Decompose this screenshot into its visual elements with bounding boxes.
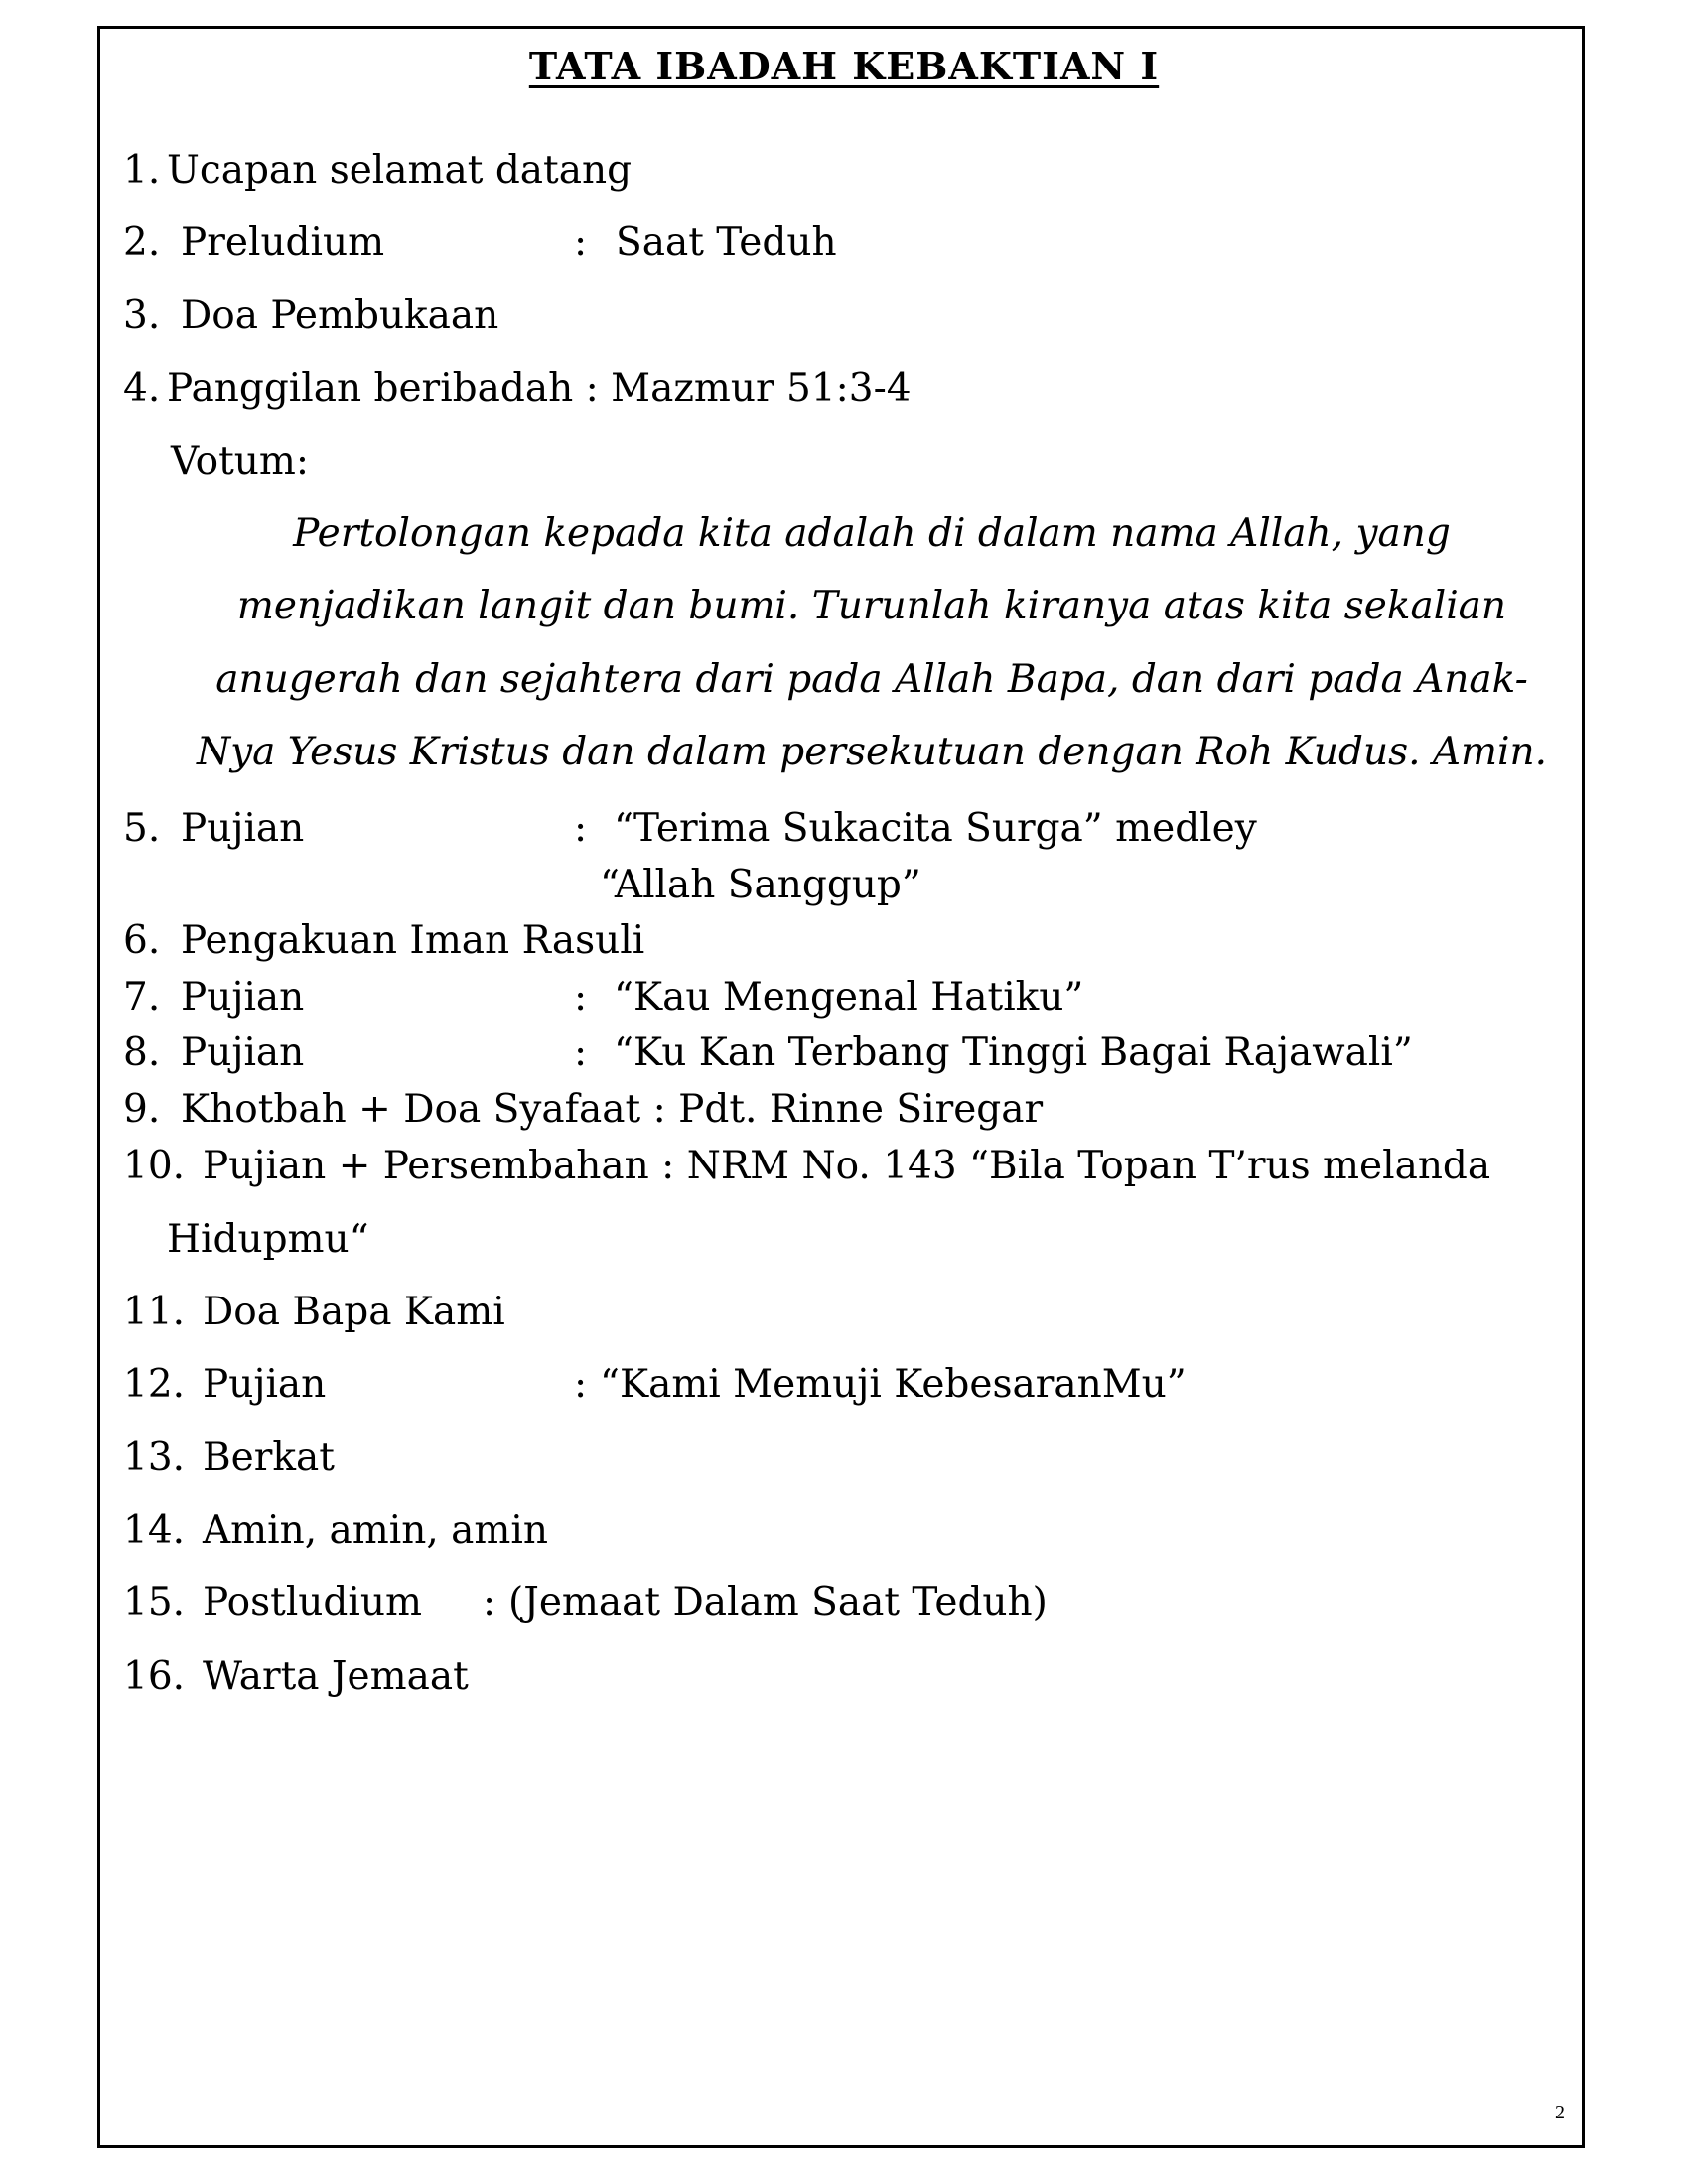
item-separator: : [574,1030,588,1075]
item-number: 9. [123,1087,161,1132]
page-content [97,26,1585,2148]
votum-line: anugerah dan sejahtera dari pada Allah Bapa, dan dari pada Anak- [215,657,1528,702]
item-label: Khotbah + Doa Syafaat : Pdt. Rinne Siregar [181,1087,1044,1132]
item-label: Postludium [203,1580,422,1625]
item-label: Berkat [203,1435,335,1480]
item-number: 8. [123,1030,161,1075]
item-value: “Kau Mengenal Hatiku” [614,975,1084,1020]
item-label: Ucapan selamat datang [167,148,633,193]
item-label: Warta Jemaat [203,1654,469,1699]
item-label: Panggilan beribadah : Mazmur 51:3-4 [167,366,912,411]
item-value: Saat Teduh [616,220,837,265]
item-label: Pujian [181,1030,305,1075]
item-number: 2. [123,220,161,265]
item-value: “Ku Kan Terbang Tinggi Bagai Rajawali” [614,1030,1413,1075]
item-value: (Jemaat Dalam Saat Teduh) [508,1580,1048,1625]
item-value: “Kami Memuji KebesaranMu” [600,1362,1187,1407]
item-value-continued: “Allah Sanggup” [600,863,921,907]
votum-label: Votum: [171,439,309,483]
item-number: 6. [123,918,161,963]
item-label: Preludium [181,220,385,265]
item-value-continued: Hidupmu“ [167,1217,369,1262]
votum-line: Nya Yesus Kristus dan dalam persekutuan dengan Roh Kudus. Amin. [196,730,1548,774]
item-number: 3. [123,293,161,338]
item-label: Doa Bapa Kami [203,1290,505,1334]
item-label: Pujian + Persembahan : NRM No. 143 “Bila Topan T’rus melanda [203,1144,1491,1188]
item-number: 10. [123,1144,186,1188]
item-number: 5. [123,806,161,851]
item-label: Pujian [181,975,305,1020]
item-separator: : [574,220,588,265]
votum-line: menjadikan langit dan bumi. Turunlah kiranya atas kita sekalian [236,584,1507,628]
item-number: 13. [123,1435,186,1480]
item-number: 15. [123,1580,186,1625]
item-value: “Terima Sukacita Surga” medley [614,806,1257,851]
votum-line: Pertolongan kepada kita adalah di dalam nama Allah, yang [293,511,1451,556]
item-number: 16. [123,1654,186,1699]
item-separator: : [483,1580,496,1625]
item-number: 1. [123,148,161,193]
item-number: 14. [123,1508,186,1553]
item-label: Pujian [181,806,305,851]
item-label: Amin, amin, amin [203,1508,548,1553]
item-label: Pengakuan Iman Rasuli [181,918,645,963]
item-label: Doa Pembukaan [181,293,499,338]
item-number: 4. [123,366,161,411]
item-separator: : [574,975,588,1020]
item-label: Pujian [203,1362,327,1407]
item-number: 12. [123,1362,186,1407]
item-separator: : [574,1362,588,1407]
item-number: 11. [123,1290,186,1334]
item-number: 7. [123,975,161,1020]
page-title: TATA IBADAH KEBAKTIAN I [528,44,1160,88]
item-separator: : [574,806,588,851]
page-number: 2 [1555,2102,1565,2123]
